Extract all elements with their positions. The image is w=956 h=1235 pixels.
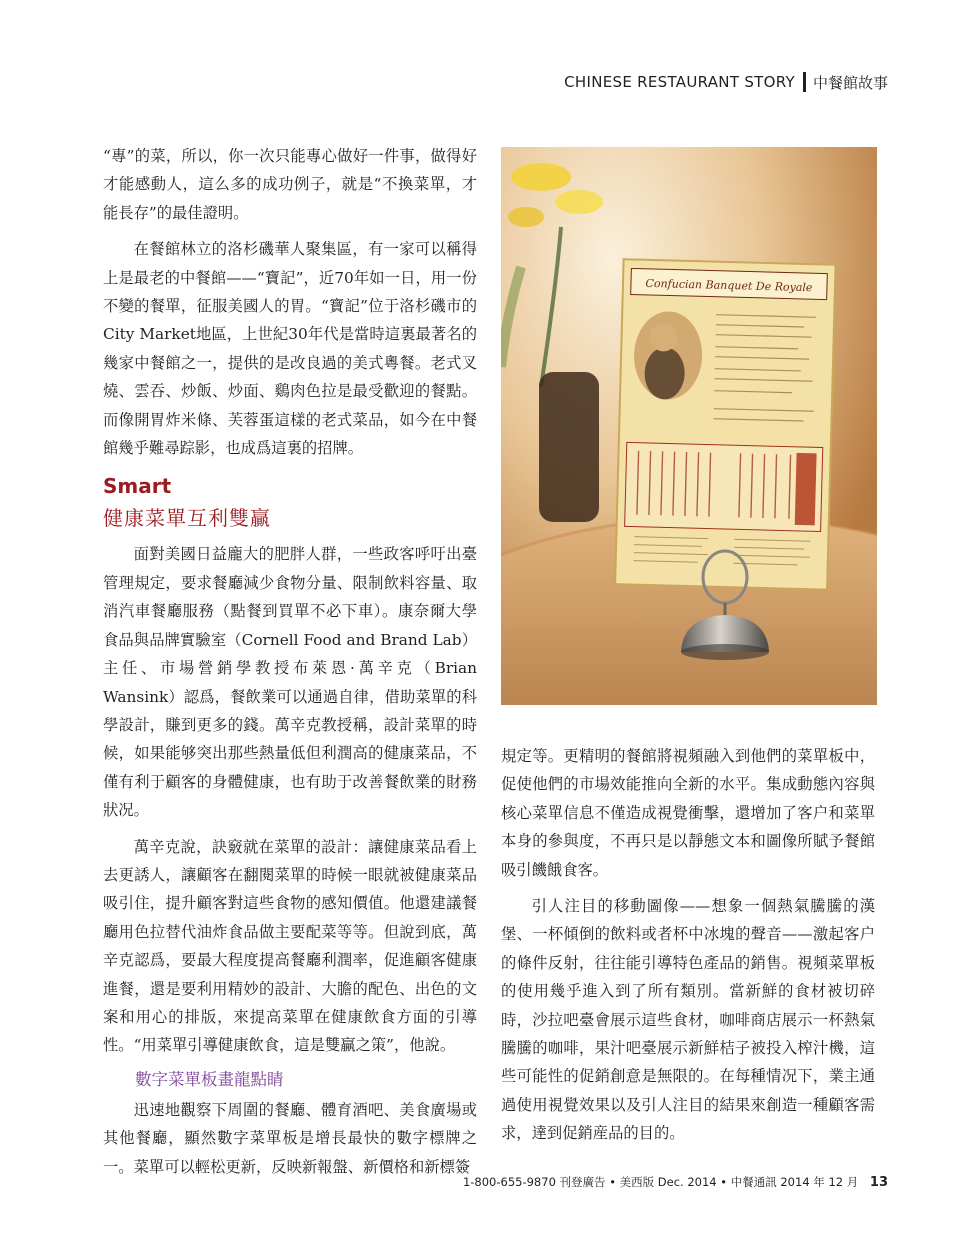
footer-text: 1-800-655-9870 刊登廣告 • 美西版 Dec. 2014 • 中餐通訊 2014 年 12 月 bbox=[462, 1175, 859, 1189]
running-header bbox=[564, 70, 888, 94]
menu-card-photo bbox=[501, 147, 877, 705]
paragraph: 引人注目的移動圖像——想象一個熱氣騰騰的漢堡、一杯傾倒的飲料或者杯中冰塊的聲音——激起客户的條件反射，往往能引導特色產品的銷售。視頻菜單板的使用幾乎進入到了所有類別。當新鮮的食材被切碎時，沙拉吧臺會展示這些食材，咖啡商店展示一杯熱氣騰騰的咖啡，果汁吧臺展示新鮮桔子被投入榨汁機，這些可能性的促銷創意是無限的。在每種情况下，業主通過使用視覺效果以及引人注目的結果來創造一種顧客需求，達到促銷産品的目的。 bbox=[501, 897, 875, 1143]
page-number: 13 bbox=[869, 1175, 888, 1190]
page-footer bbox=[463, 1174, 888, 1190]
section-title-zh: 中餐館故事 bbox=[812, 73, 888, 92]
section-title-en: CHINESE RESTAURANT STORY bbox=[564, 73, 795, 91]
paragraph: 規定等。更精明的餐館將視頻融入到他們的菜單板中，促使他們的市場效能推向全新的水平。集成動態內容與核心菜單信息不僅造成視覺衝擊，還增加了客户和菜單本身的參與度，不再只是以靜態文本和圖像所賦予餐館吸引饑餓食客。 bbox=[501, 747, 875, 879]
paragraph: 迅速地觀察下周圍的餐廳、體育酒吧、美食廣場或其他餐廳，顯然數字菜單板是增長最快的數字標牌之一。菜單可以輕松更新，反映新報盤、新價格和新標簽 bbox=[103, 1100, 477, 1176]
card-title: Confucian Banquet De Royale bbox=[645, 276, 813, 295]
paragraph: “專”的菜，所以，你一次只能專心做好一件事，做得好才能感動人，這么多的成功例子，就是“不換菜單，才能長存”的最佳證明。 bbox=[103, 147, 477, 222]
paragraph: 萬辛克說，訣竅就在菜單的設計：讓健康菜品看上去更誘人，讓顧客在翻閱菜單的時候一眼就被健康菜品吸引住，提升顧客對這些食物的感知價值。他還建議餐廳用色拉替代油炸食品做主要配菜等等。但說到底，萬辛克認爲，要最大程度提高餐廳利潤率，促進顧客健康進餐，還是要利用精妙的設計、大膽的配色、出色的文案和用心的排版，來提高菜單在健康飲食方面的引導性。“用菜單引導健康飲食，這是雙贏之策”，他說。 bbox=[103, 837, 477, 1055]
left-column bbox=[103, 142, 477, 1181]
subheading: 數字菜單板畫龍點睛 bbox=[135, 1069, 284, 1089]
header-divider bbox=[803, 72, 806, 92]
right-column bbox=[501, 742, 875, 1148]
paragraph: 面對美國日益龐大的肥胖人群，一些政客呼吁出臺管理規定，要求餐廳減少食物分量、限制飲料容量、取消汽車餐廳服務（點餐到買單不必下車）。康奈爾大學食品與品牌實驗室（Cornell Food and Brand Lab）主任、市場營銷學教授布萊恩·萬辛克（Brian Wansink）認爲，餐飲業可以通過自律，借助菜單的科學設計，賺到更多的錢。萬辛克教授稱，設計菜單的時候，如果能够突出那些熱量低但利潤高的健康菜品，不僅有利于顧客的身體健康，也有助于改善餐飲業的財務狀况。 bbox=[103, 545, 477, 820]
section-heading-smart: Smart bbox=[103, 474, 172, 499]
paragraph: 在餐館林立的洛杉磯華人聚集區，有一家可以稱得上是最老的中餐館——“寶記”，近70年如一日，用一份不變的餐單，征服美國人的胃。“寶記”位于洛杉磯市的City Market地區，上世紀30年代是當時這裏最著名的幾家中餐館之一，提供的是改良過的美式粵餐。老式叉燒、雲吞、炒飯、炒面、鷄肉色拉是最受歡迎的餐點。而像開胃炸米條、芙蓉蛋這樣的老式菜品，如今在中餐館幾乎難尋踪影，也成爲這裏的招牌。 bbox=[103, 240, 477, 458]
section-heading: 健康菜單互利雙贏 bbox=[103, 506, 271, 531]
